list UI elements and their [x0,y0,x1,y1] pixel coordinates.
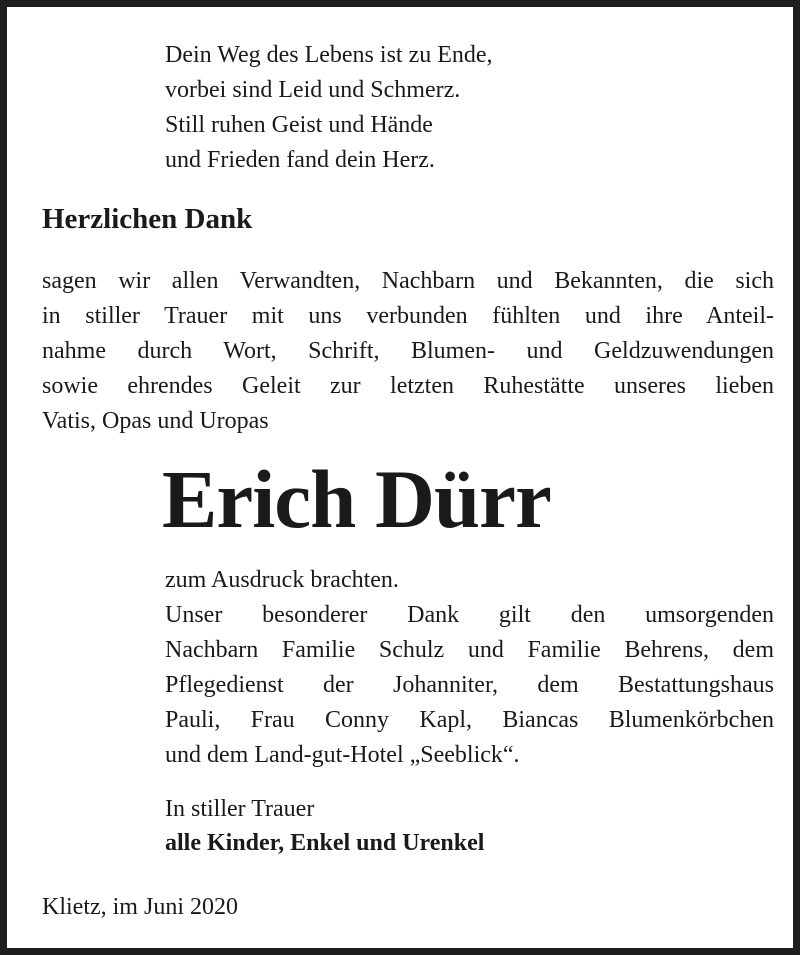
paragraph-line: nahme durch Wort, Schrift, Blumen- und Geldzuwendungen [42,338,774,364]
memorial-poem [165,38,493,178]
paragraph-line: Pflegedienst der Johanniter, dem Bestattungshaus [165,672,774,698]
paragraph-line: Pauli, Frau Conny Kapl, Biancas Blumenkörbchen [165,707,774,733]
mourning-label: In stiller Trauer [165,796,315,822]
paragraph-line: und dem Land-gut-Hotel „Seeblick“. [165,742,520,768]
paragraph-line: Vatis, Opas und Uropas [42,408,269,434]
poem-line: Dein Weg des Lebens ist zu Ende, [165,42,493,68]
poem-line: Still ruhen Geist und Hände [165,112,433,138]
paragraph-line: zum Ausdruck brachten. [165,567,399,593]
paragraph-line: Unser besonderer Dank gilt den umsorgenden [165,602,774,628]
paragraph-line: in stiller Trauer mit uns verbunden fühlten und ihre Anteil- [42,303,774,329]
poem-line: vorbei sind Leid und Schmerz. [165,77,461,103]
paragraph-line: sagen wir allen Verwandten, Nachbarn und Bekannten, die sich [42,268,774,294]
closing-paragraph [165,563,774,773]
mourners-signature: alle Kinder, Enkel und Urenkel [165,830,485,856]
poem-line: und Frieden fand dein Herz. [165,147,435,173]
thanks-paragraph [42,264,774,439]
thanks-heading: Herzlichen Dank [42,203,253,235]
paragraph-line: Nachbarn Familie Schulz und Familie Behrens, dem [165,637,774,663]
paragraph-line: sowie ehrendes Geleit zur letzten Ruhestätte unseres lieben [42,373,774,399]
deceased-name: Erich Dürr [162,453,551,545]
place-date: Klietz, im Juni 2020 [42,894,238,920]
